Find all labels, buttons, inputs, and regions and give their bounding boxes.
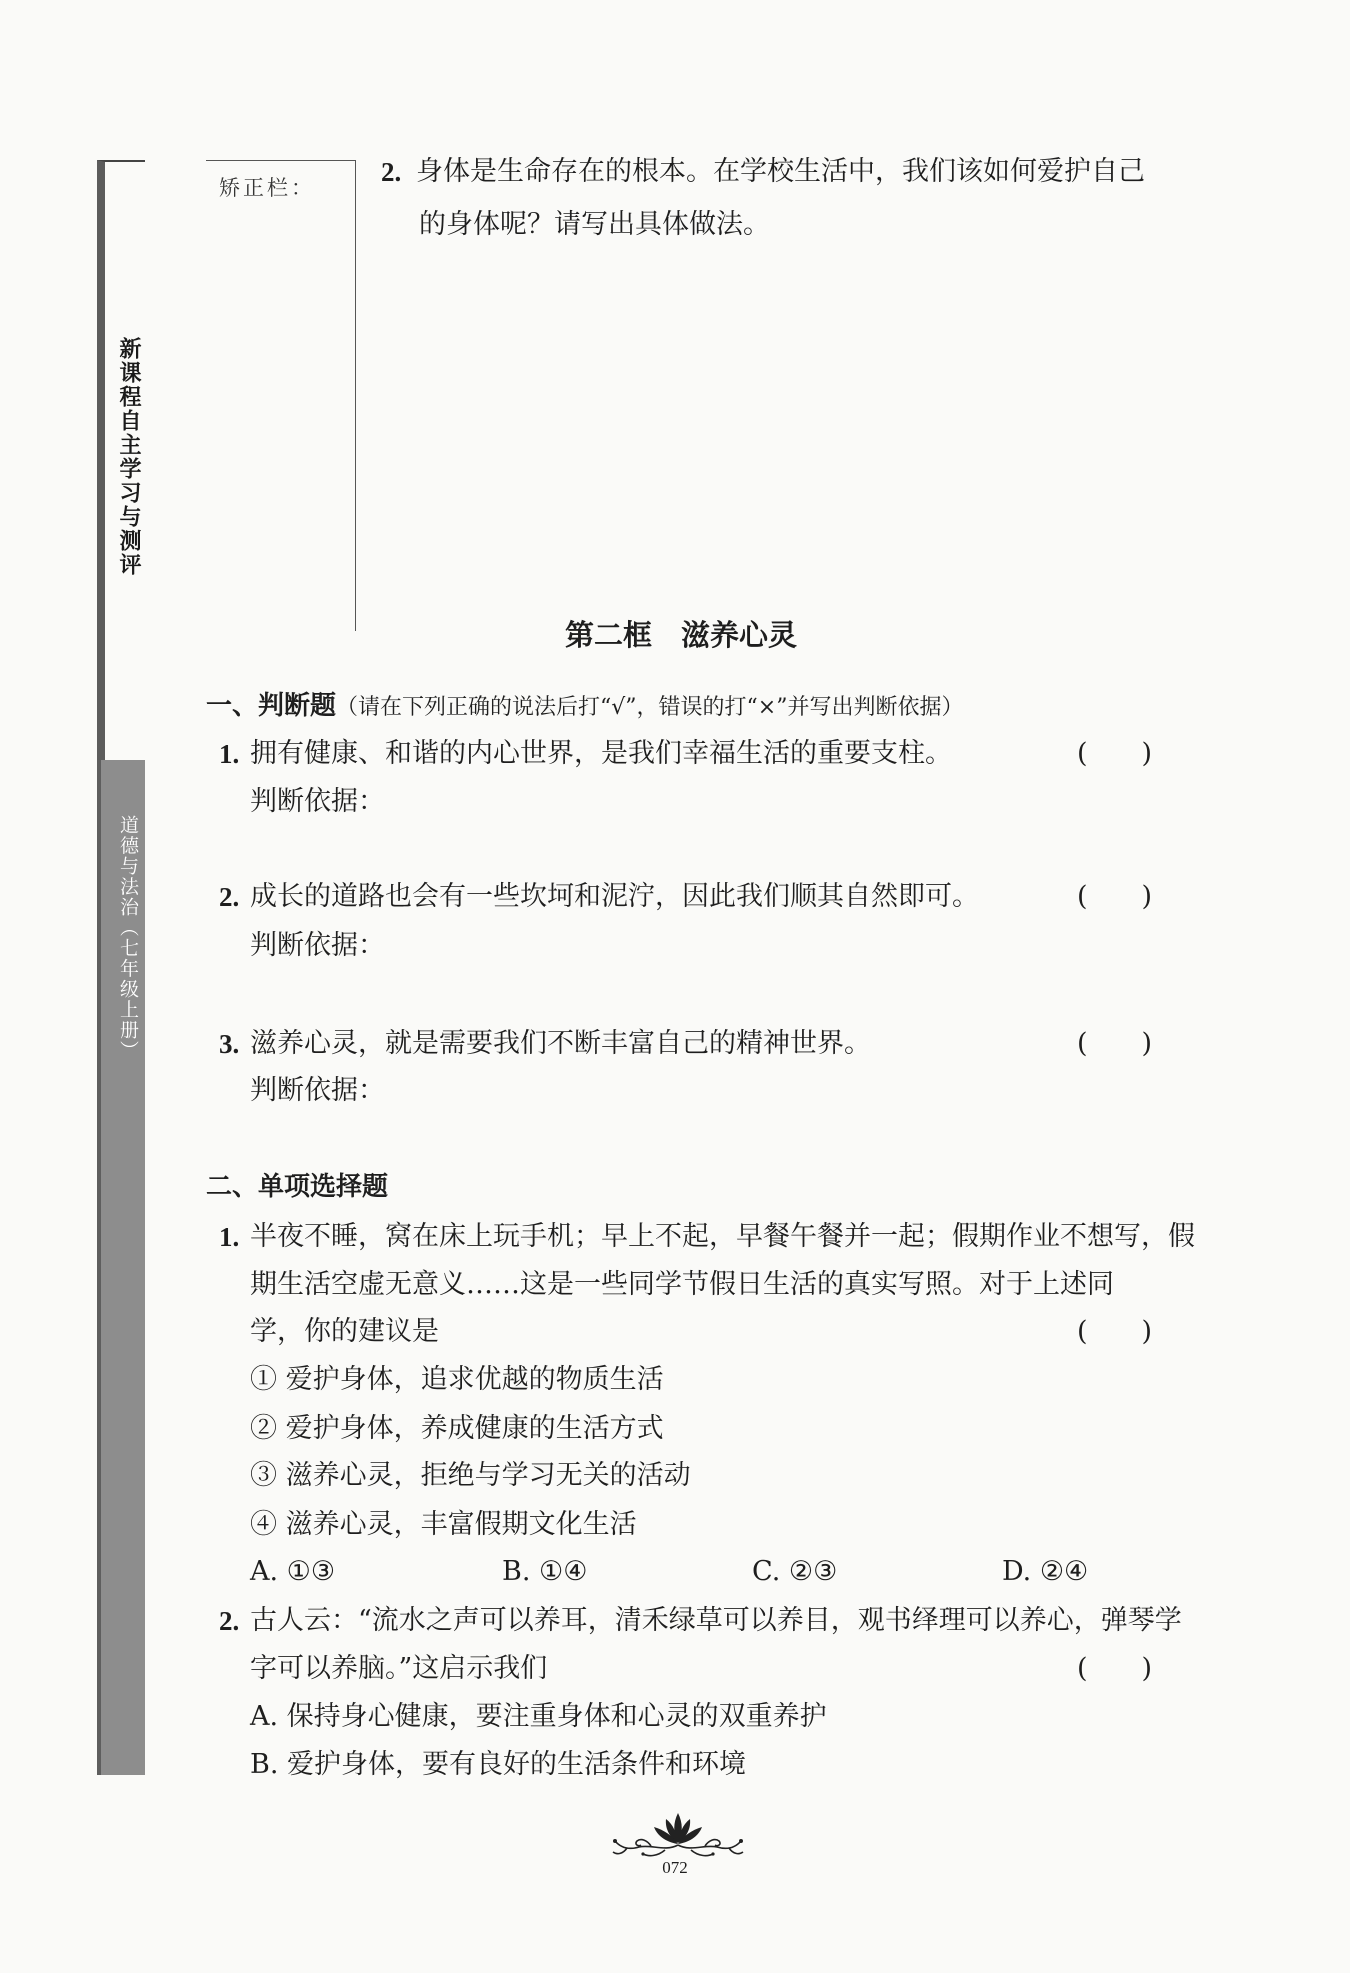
item-text: 滋养心灵，就是需要我们不断丰富自己的精神世界。 [250, 1028, 871, 1059]
option-d: D. ②④ [1002, 1556, 1089, 1587]
item-text: 拥有健康、和谐的内心世界，是我们幸福生活的重要支柱。 [250, 738, 952, 769]
item-number: 2. [219, 882, 240, 912]
basis-label: 判断依据： [250, 1075, 385, 1106]
footer-ornament-icon [603, 1810, 753, 1860]
answer-blank: ( ) [1077, 1316, 1153, 1347]
correction-column-label: 矫正栏： [219, 176, 315, 200]
question-text-line: 学，你的建议是 [250, 1316, 439, 1347]
option-a: A. 保持身心健康，要注重身体和心灵的双重养护 [250, 1701, 827, 1732]
answer-blank: ( ) [1077, 1653, 1153, 1684]
part-heading-true-false [206, 682, 963, 730]
part-heading-single-choice: 二、单项选择题 [206, 1172, 389, 1202]
answer-blank: ( ) [1077, 1028, 1153, 1059]
question-text-line: 身体是生命存在的根本。在学校生活中，我们该如何爱护自己 [416, 156, 1145, 187]
section-title: 第二框 滋养心灵 [565, 618, 798, 652]
option-b: B. ①④ [502, 1556, 588, 1587]
item-text: 成长的道路也会有一些坎坷和泥泞，因此我们顺其自然即可。 [250, 881, 979, 912]
correction-column [206, 160, 356, 631]
book-title: 道德与法治（七年级上册） [117, 815, 139, 1061]
question-text-line: 字可以养脑。”这启示我们 [250, 1653, 548, 1684]
item-number: 3. [219, 1029, 240, 1059]
item-number: 1. [219, 739, 240, 769]
option-b: B. 爱护身体，要有良好的生活条件和环境 [250, 1749, 747, 1780]
option-a: A. ①③ [250, 1556, 336, 1587]
question-text-line: 古人云：“流水之声可以养耳，清禾绿草可以养目，观书绎理可以养心，弹琴学 [250, 1605, 1182, 1636]
answer-blank: ( ) [1077, 881, 1153, 912]
question-number: 1. [219, 1222, 240, 1252]
part-instruction: （请在下列正确的说法后打“√”，错误的打“×”并写出判断依据） [336, 695, 964, 720]
statement: ③ 滋养心灵，拒绝与学习无关的活动 [250, 1460, 691, 1491]
question-number: 2. [381, 157, 402, 187]
part-heading-label: 一、判断题 [206, 691, 337, 721]
answer-blank: ( ) [1077, 738, 1153, 769]
question-text-line: 半夜不睡，窝在床上玩手机；早上不起，早餐午餐并一起；假期作业不想写，假 [250, 1221, 1195, 1252]
question-number: 2. [219, 1606, 240, 1636]
question-text-line: 的身体呢？请写出具体做法。 [419, 209, 770, 240]
basis-label: 判断依据： [250, 786, 385, 817]
option-c: C. ②③ [752, 1556, 838, 1587]
statement: ① 爱护身体，追求优越的物质生活 [250, 1364, 664, 1395]
question-text-line: 期生活空虚无意义……这是一些同学节假日生活的真实写照。对于上述同 [250, 1269, 1114, 1300]
basis-label: 判断依据： [250, 930, 385, 961]
page-number: 072 [662, 1858, 688, 1877]
statement: ④ 滋养心灵，丰富假期文化生活 [250, 1509, 637, 1540]
statement: ② 爱护身体，养成健康的生活方式 [250, 1413, 664, 1444]
series-title: 新课程自主学习与测评 [116, 337, 141, 577]
